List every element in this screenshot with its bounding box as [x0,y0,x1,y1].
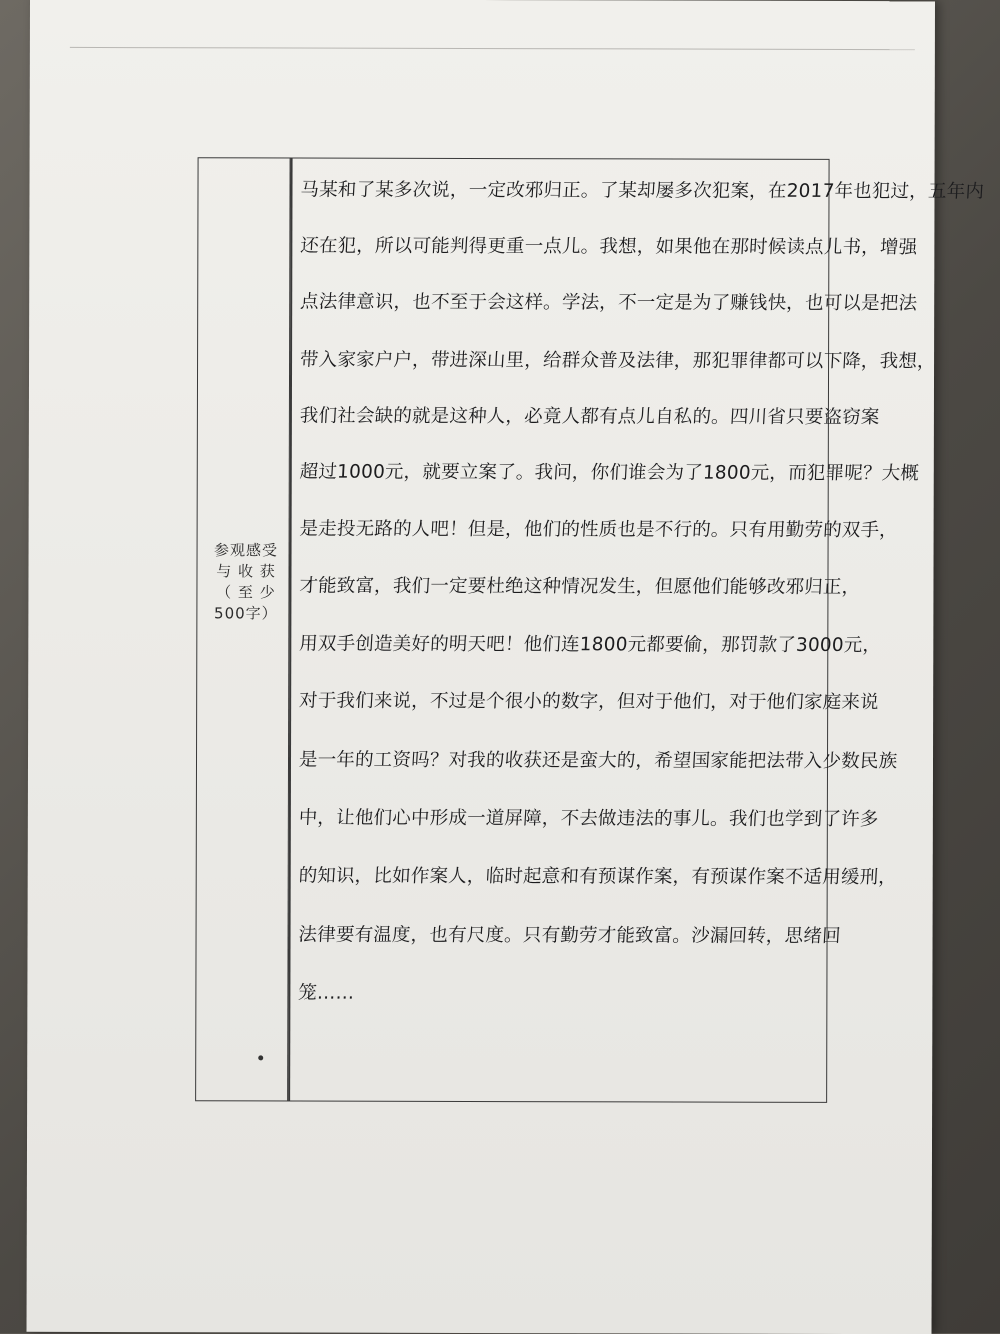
essay-line-9: 用双手创造美好的明天吧！他们连1800元都要偷，那罚款了3000元， [298,633,882,657]
essay-line-5: 我们社会缺的就是这种人，必竟人都有点儿自私的。四川省只要盗窃案 [299,405,881,429]
essay-line-14: 法律要有温度，也有尺度。只有勤劳才能致富。沙漏回转，思绪回 [297,924,842,947]
row-label-line-1: 参观感受 [214,541,279,560]
paper-sheet [27,0,985,1334]
essay-line-6: 超过1000元，就要立案了。我问，你们谁会为了1800元，而犯罪呢？大概 [299,461,920,485]
row-label-line-4: 500字） [214,604,278,623]
essay-line-3: 点法律意识，也不至于会这样。学法，不一定是为了赚钱快，也可以是把法 [299,291,918,315]
essay-line-13: 的知识，比如作案人，临时起意和有预谋作案，有预谋作案不适用缓刑， [298,865,898,889]
essay-line-15: 笼…… [297,982,356,1004]
form-table [195,157,985,1103]
essay-line-1: 马某和了某多次说，一定改邪归正。了某却屡多次犯案，在2017年也犯过，五年内 [299,179,985,203]
essay-line-4: 带入家家户户，带进深山里，给群众普及法律，那犯罪律都可以下降，我想， [299,349,937,373]
row-label-line-3: （ 至 少 [216,583,276,602]
essay-line-2: 还在犯，所以可能判得更重一点儿。我想，如果他在那时候读点儿书，增强 [299,235,918,259]
row-label-line-2: 与 收 获 [216,562,276,581]
essay-line-7: 是走投无路的人吧！但是，他们的性质也是不行的。只有用勤劳的双手， [298,518,899,542]
paper-top-rule [70,47,915,50]
essay-line-12: 中，让他们心中形成一道屏障，不去做违法的事儿。我们也学到了许多 [298,807,880,831]
essay-line-10: 对于我们来说，不过是个很小的数字，但对于他们，对于他们家庭来说 [298,690,880,714]
row-label [203,540,288,624]
essay-line-8: 才能致富，我们一定要杜绝这种情况发生，但愿他们能够改邪归正， [298,575,861,598]
essay-line-11: 是一年的工资吗？对我的收获还是蛮大的，希望国家能把法带入少数民族 [298,749,898,773]
ink-dot [258,1055,263,1060]
essay-cell [288,158,985,1101]
label-cell [196,158,290,1100]
